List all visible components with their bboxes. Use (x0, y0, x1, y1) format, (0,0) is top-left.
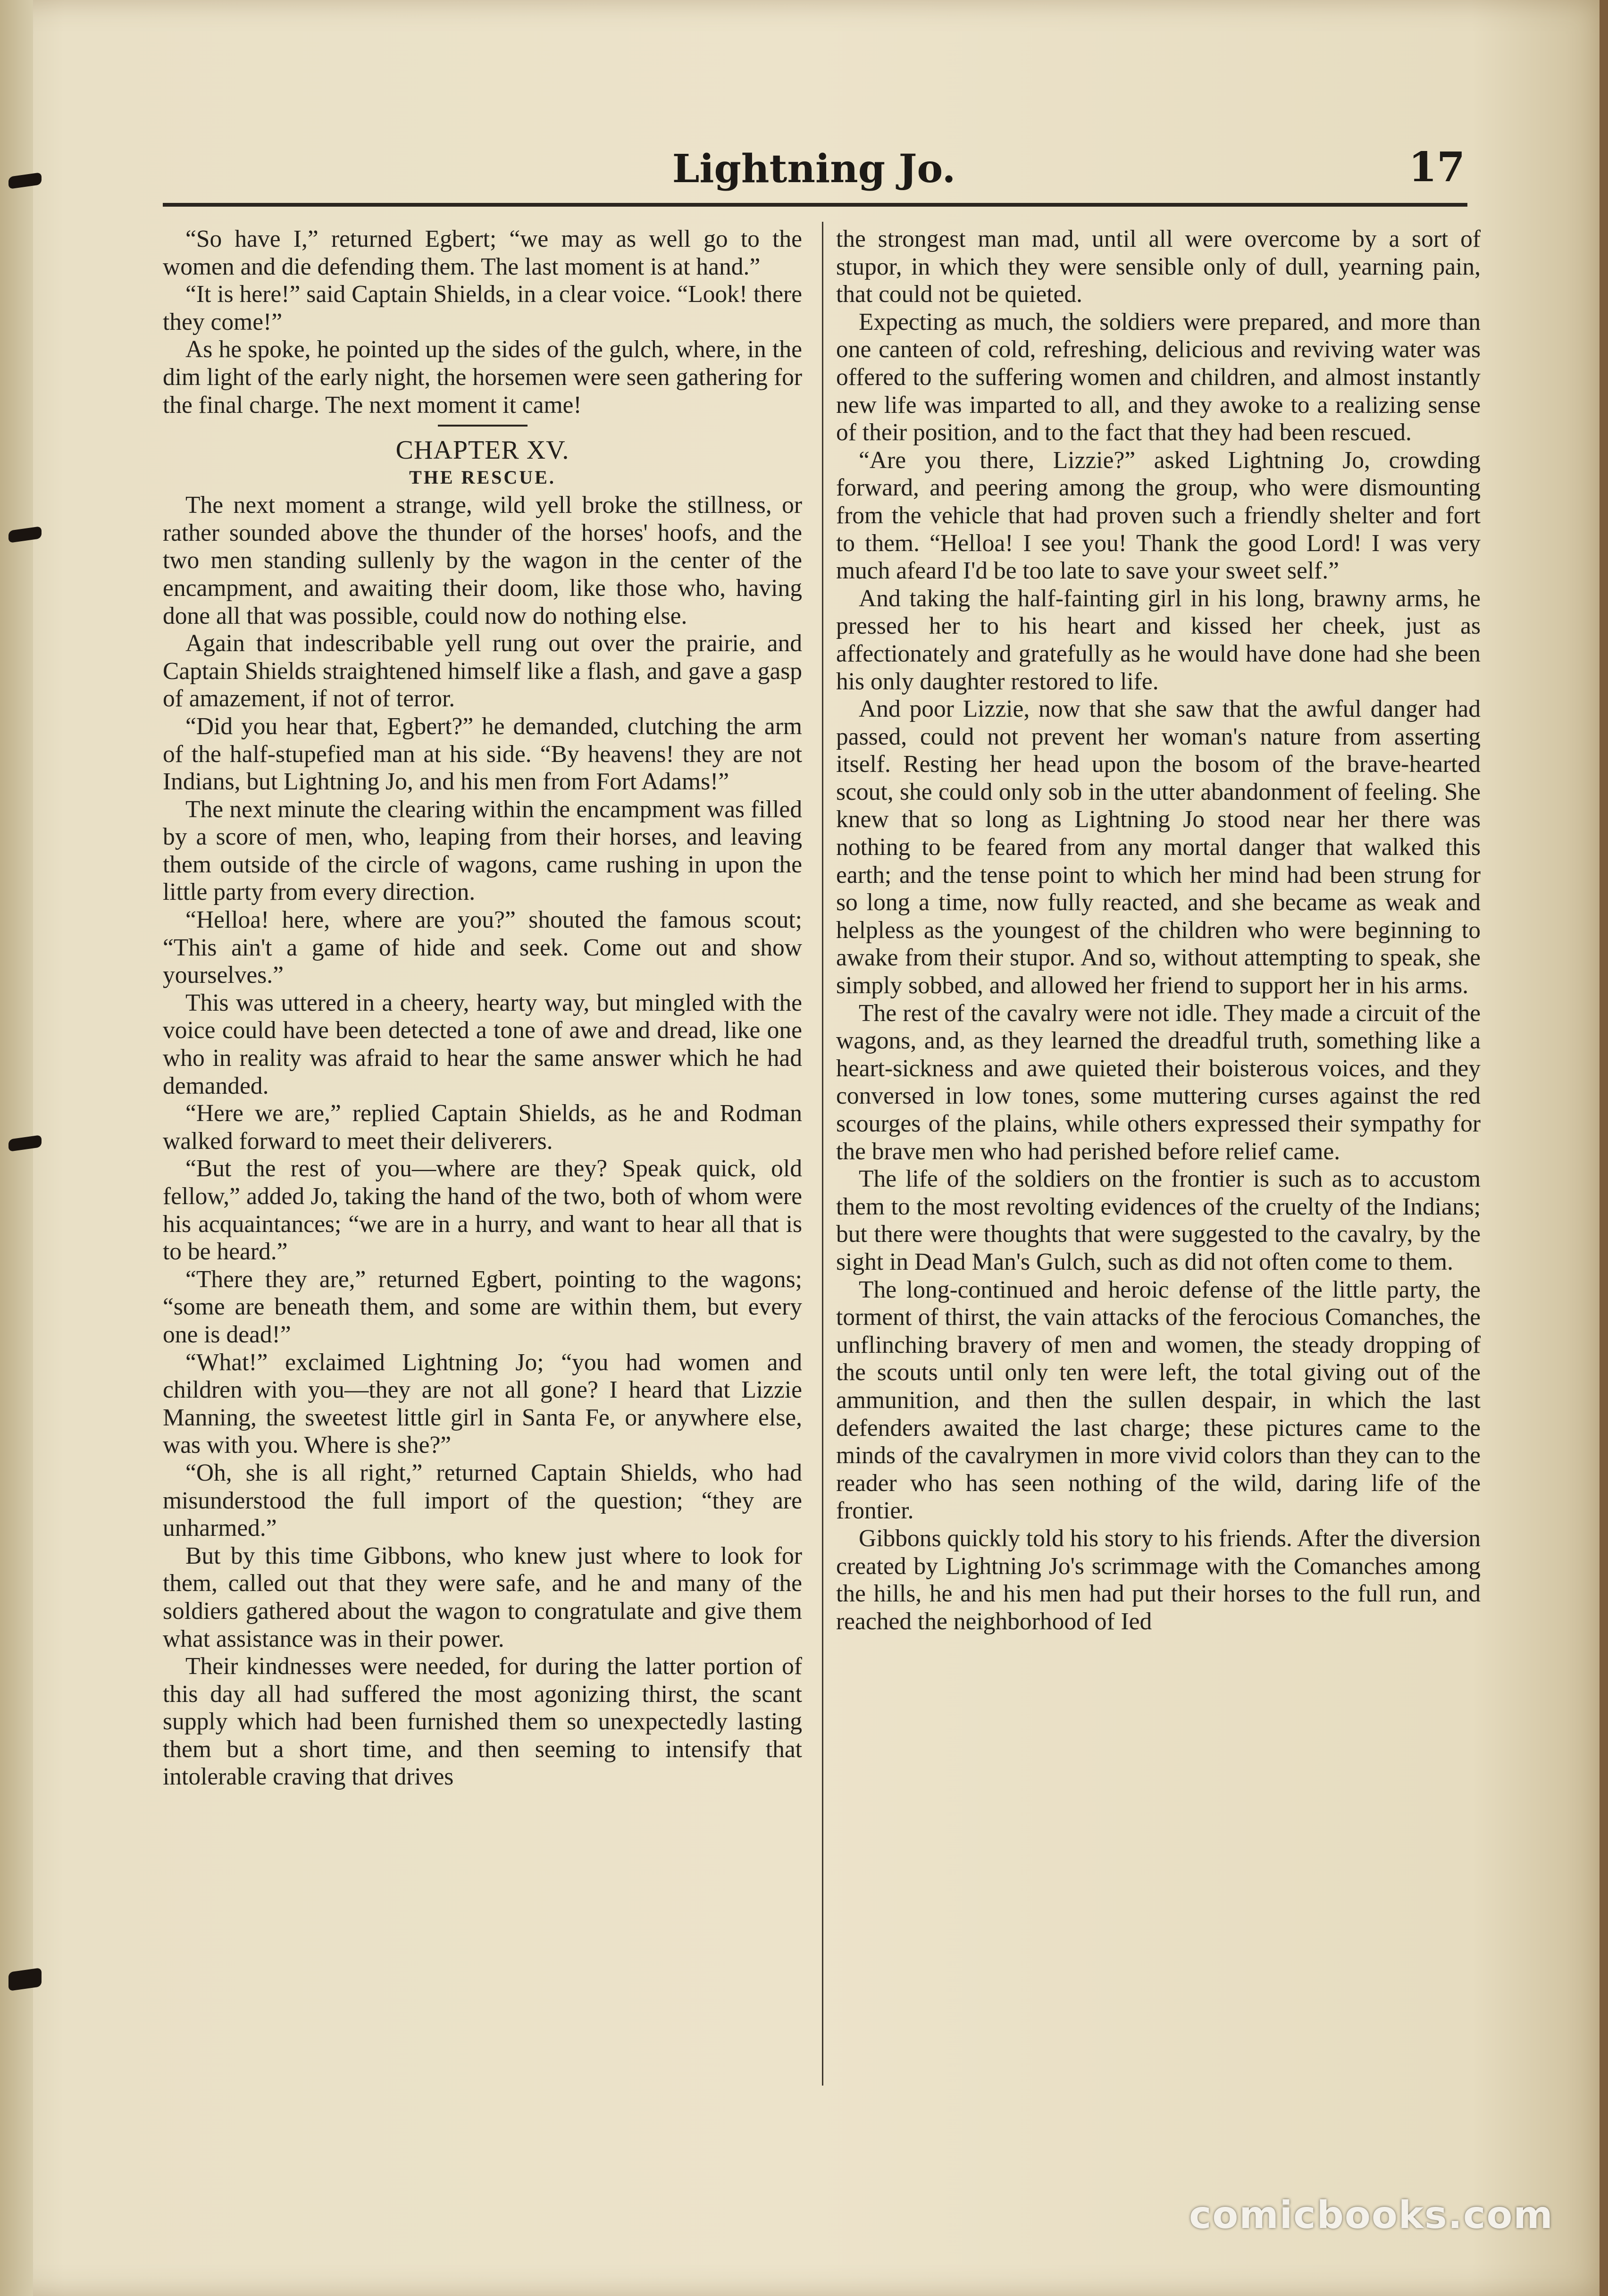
left-column (163, 226, 802, 1791)
paragraph: As he spoke, he pointed up the sides of the gulch, where, in the dim light of the early night, the horsemen were seen gathering for the final charge. The next moment it came! (163, 336, 802, 419)
chapter-title: CHAPTER XV. (395, 436, 570, 465)
watermark: comicbooks.com (1189, 2193, 1554, 2237)
paragraph-continuation: the strongest man mad, until all were overcome by a sort of stupor, in which they were sensible only of dull, yearning pain, that could not be quieted. (836, 226, 1481, 308)
paragraph: “So have I,” returned Egbert; “we may as well go to the women and die defending them. The last moment is at hand.” (163, 226, 802, 280)
paragraph: “But the rest of you—where are they? Speak quick, old fellow,” added Jo, taking the hand of the two, both of whom were his acquaintances; “we are in a hurry, and want to hear all that is to be heard.” (163, 1155, 802, 1265)
chapter-subtitle: THE RESCUE. (409, 467, 556, 488)
section-rule (438, 425, 528, 427)
paragraph: “Are you there, Lizzie?” asked Lightning Jo, crowding forward, and peering among the group, who were dismounting from the vehicle that had proven such a friendly shelter and fort to them. “Helloa! I see you! Thank the good Lord! I was very much afeard I'd be too late to save your sweet self.” (836, 446, 1481, 585)
paragraph: “What!” exclaimed Lightning Jo; “you had women and children with you—they are not all gone? I heard that Lizzie Manning, the sweetest little girl in Santa Fe, or anywhere else, was with you. Where is she?” (163, 1349, 802, 1459)
paragraph: Gibbons quickly told his story to his friends. After the diversion created by Lightning Jo's scrimmage with the Comanches among the hills, he and his men had put their horses to the full run, and reached the neighborhood of Ied (836, 1525, 1481, 1635)
binding-hole (8, 1968, 42, 1991)
paragraph: Again that indescribable yell rung out over the prairie, and Captain Shields straightened himself like a flash, and gave a gasp of amazement, if not of terror. (163, 630, 802, 712)
page-header (163, 137, 1465, 203)
paragraph: This was uttered in a cheery, hearty way, but mingled with the voice could have been detected a tone of awe and dread, like one who in reality was afraid to hear the same answer which he had demanded. (163, 989, 802, 1099)
column-divider (822, 222, 823, 2086)
paragraph: Their kindnesses were needed, for during the latter portion of this day all had suffered the most agonizing thirst, the scant supply which had been furnished them so unexpectedly lasting them but a short time, and then seeming to intensify that intolerable craving that drives (163, 1653, 802, 1791)
paragraph: The rest of the cavalry were not idle. They made a circuit of the wagons, and, as they learned the dreadful truth, something like a heart-sickness and awe quieted their boisterous voices, and they conversed in low tones, some muttering curses against the red scourges of the plains, while others expressed their sympathy for the brave men who had perished before relief came. (836, 999, 1481, 1165)
paragraph: Expecting as much, the soldiers were prepared, and more than one canteen of cold, refreshing, delicious and reviving water was offered to the suffering women and children, and almost instantly new life was imparted to all, and they awoke to a realizing sense of their position, and to the fact that they had been rescued. (836, 308, 1481, 446)
running-title: Lightning Jo. (672, 146, 956, 192)
paragraph: The life of the soldiers on the frontier is such as to accustom them to the most revolting evidences of the cruelty of the Indians; but there were thoughts that were suggested to the cavalry, by the sight in Dead Man's Gulch, such as did not often come to them. (836, 1165, 1481, 1275)
paragraph: And taking the half-fainting girl in his long, brawny arms, he pressed her to his heart and kissed her cheek, just as affectionately and gratefully as he would have done had she been his only daughter restored to life. (836, 585, 1481, 695)
header-rule (163, 203, 1467, 207)
paragraph: And poor Lizzie, now that she saw that the awful danger had passed, could not prevent her woman's nature from asserting itself. Resting her head upon the bosom of the brave-hearted scout, she could only sob in the utter abandonment of feeling. She knew that so long as Lightning Jo stood near her there was nothing to be feared from any mortal danger that walked this earth; and the tense point to which her mind had been strung for so long a time, now fully reacted, and she became as weak and helpless as the youngest of the children who were beginning to awake from their stupor. And so, without attempting to speak, she simply sobbed, and allowed her friend to support her in his arms. (836, 696, 1481, 999)
paragraph: “Oh, she is all right,” returned Captain Shields, who had misunderstood the full import of the question; “they are unharmed.” (163, 1459, 802, 1542)
paragraph: “It is here!” said Captain Shields, in a clear voice. “Look! there they come!” (163, 281, 802, 335)
paragraph: “Here we are,” replied Captain Shields, as he and Rodman walked forward to meet their deliverers. (163, 1100, 802, 1155)
paragraph: But by this time Gibbons, who knew just where to look for them, called out that they were safe, and he and many of the soldiers gathered about the wagon to congratulate and give them what assistance was in their power. (163, 1542, 802, 1652)
paragraph: The next moment a strange, wild yell broke the stillness, or rather sounded above the thunder of the horses' hoofs, and the two men standing sullenly by the wagon in the center of the encampment, and awaiting their doom, like those who, having done all that was possible, could now do nothing else. (163, 492, 802, 629)
paragraph: The next minute the clearing within the encampment was filled by a score of men, who, leaping from their horses, and leaving them outside of the circle of wagons, came rushing in upon the little party from every direction. (163, 796, 802, 906)
paragraph: “Did you hear that, Egbert?” he demanded, clutching the arm of the half-stupefied man at his side. “By heavens! they are not Indians, but Lightning Jo, and his men from Fort Adams!” (163, 712, 802, 796)
paragraph: The long-continued and heroic defense of the little party, the torment of thirst, the vain attacks of the ferocious Comanches, the unflinching bravery of men and women, the steady dropping of the scouts until only ten were left, the total giving out of the ammunition, and then the sullen despair, in which the last defenders awaited the last charge; these pictures came to the minds of the cavalrymen in more vivid colors than they can to the reader who has seen nothing of the wild, daring life of the frontier. (836, 1276, 1481, 1525)
paragraph: “There they are,” returned Egbert, pointing to the wagons; “some are beneath them, and some are within them, but every one is dead!” (163, 1265, 802, 1348)
right-column (836, 226, 1481, 1635)
paragraph: “Helloa! here, where are you?” shouted the famous scout; “This ain't a game of hide and seek. Come out and show yourselves.” (163, 906, 802, 989)
page-number: 17 (1408, 143, 1465, 191)
